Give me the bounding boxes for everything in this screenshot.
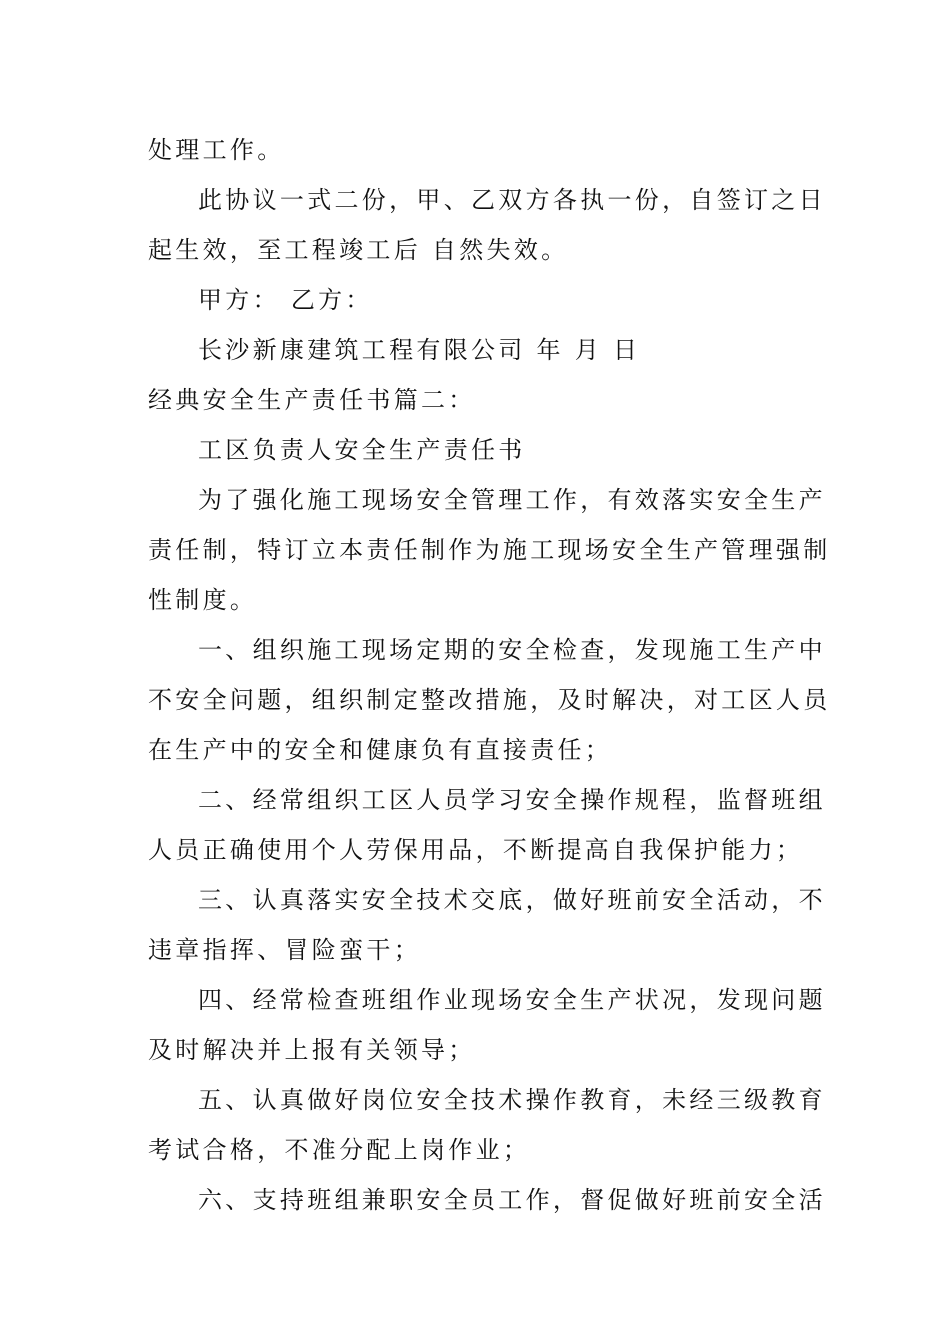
text-line: 一、组织施工现场定期的安全检查，发现施工生产中 <box>198 636 826 664</box>
text-line: 处理工作。 <box>148 136 285 164</box>
text-line: 三、认真落实安全技术交底，做好班前安全活动，不 <box>198 886 826 914</box>
text-line: 考试合格，不准分配上岗作业； <box>148 1136 531 1164</box>
text-line: 人员正确使用个人劳保用品，不断提高自我保护能力； <box>148 836 804 864</box>
document-title: 工区负责人安全生产责任书 <box>198 436 526 464</box>
text-line: 性制度。 <box>148 586 258 614</box>
text-line: 五、认真做好岗位安全技术操作教育，未经三级教育 <box>198 1086 826 1114</box>
text-line: 此协议一式二份，甲、乙双方各执一份，自签订之日 <box>198 186 826 214</box>
text-line: 在生产中的安全和健康负有直接责任； <box>148 736 613 764</box>
text-line: 六、支持班组兼职安全员工作，督促做好班前安全活 <box>198 1186 826 1214</box>
text-line: 二、经常组织工区人员学习安全操作规程，监督班组 <box>198 786 826 814</box>
text-line: 及时解决并上报有关领导； <box>148 1036 476 1064</box>
text-line: 责任制，特订立本责任制作为施工现场安全生产管理强制 <box>148 536 831 564</box>
text-line: 不安全问题，组织制定整改措施，及时解决，对工区人员 <box>148 686 831 714</box>
section-heading: 经典安全生产责任书篇二： <box>148 386 476 414</box>
text-line: 违章指挥、冒险蛮干； <box>148 936 421 964</box>
text-line: 甲方： 乙方： <box>198 286 373 314</box>
text-line: 长沙新康建筑工程有限公司 年 月 日 <box>198 336 641 364</box>
text-line: 为了强化施工现场安全管理工作，有效落实安全生产 <box>198 486 826 514</box>
text-line: 四、经常检查班组作业现场安全生产状况，发现问题 <box>198 986 826 1014</box>
text-line: 起生效，至工程竣工后 自然失效。 <box>148 236 569 264</box>
